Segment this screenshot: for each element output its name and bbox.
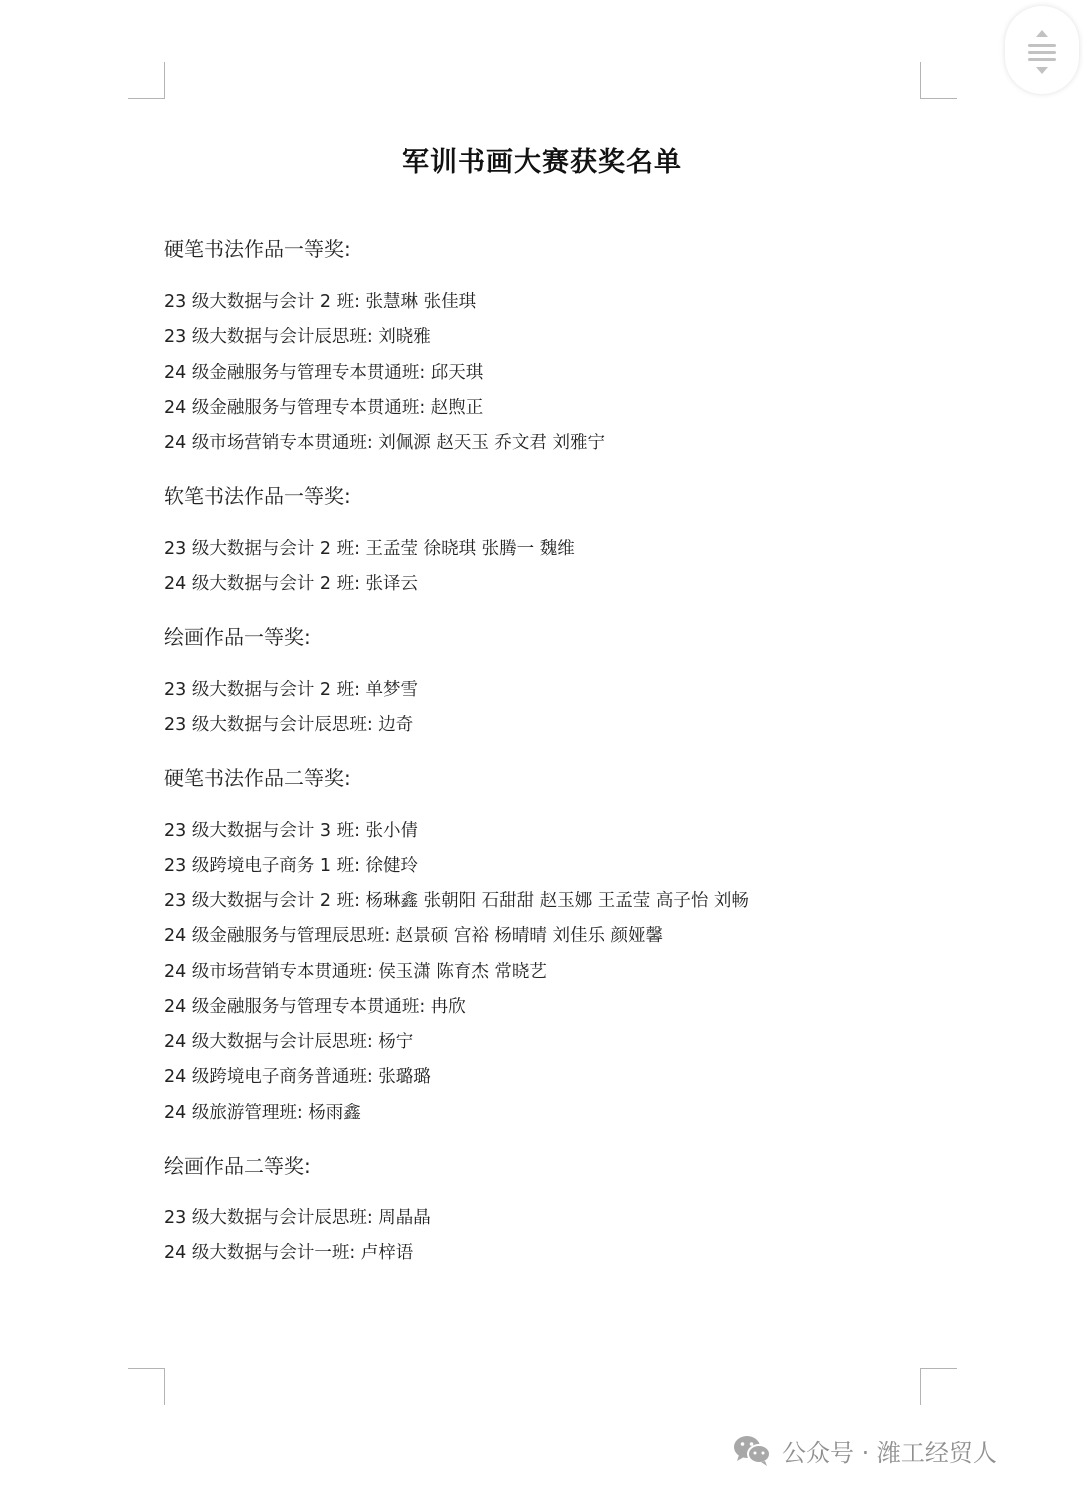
chevron-down-icon[interactable]	[1036, 67, 1048, 74]
page-corner-mark-top-left	[128, 62, 165, 99]
list-item: 23 级大数据与会计 3 班: 张小倩	[164, 821, 419, 841]
list-item: 24 级大数据与会计 2 班: 张译云	[164, 574, 419, 594]
page-corner-mark-bottom-right	[920, 1368, 957, 1405]
list-item: 23 级大数据与会计辰思班: 边奇	[164, 715, 414, 735]
list-item: 23 级大数据与会计辰思班: 刘晓雅	[164, 327, 431, 347]
page-corner-mark-bottom-left	[128, 1368, 165, 1405]
list-item: 24 级市场营销专本贯通班: 刘佩源 赵天玉 乔文君 刘雅宁	[164, 433, 605, 453]
list-item: 24 级市场营销专本贯通班: 侯玉潇 陈育杰 常晓艺	[164, 962, 547, 982]
scroll-control[interactable]	[1005, 6, 1079, 94]
list-item: 24 级金融服务与管理辰思班: 赵景硕 宫裕 杨晴晴 刘佳乐 颜娅馨	[164, 926, 664, 946]
watermark-text: 公众号 · 潍工经贸人	[782, 1438, 997, 1467]
list-item: 24 级金融服务与管理专本贯通班: 冉欣	[164, 997, 466, 1017]
section-heading: 软笔书法作品一等奖:	[164, 484, 351, 508]
document-title: 军训书画大赛获奖名单	[402, 147, 682, 178]
list-item: 24 级旅游管理班: 杨雨鑫	[164, 1103, 361, 1123]
wechat-icon	[732, 1433, 772, 1467]
section-heading: 硬笔书法作品二等奖:	[164, 766, 351, 790]
list-item: 23 级跨境电子商务 1 班: 徐健玲	[164, 856, 419, 876]
list-item: 23 级大数据与会计 2 班: 杨琳鑫 张朝阳 石甜甜 赵玉娜 王孟莹 高子怡 刘畅	[164, 891, 749, 911]
list-item: 23 级大数据与会计 2 班: 王孟莹 徐晓琪 张腾一 魏维	[164, 539, 575, 559]
list-item: 24 级金融服务与管理专本贯通班: 赵煦正	[164, 398, 484, 418]
chevron-up-icon[interactable]	[1036, 30, 1048, 37]
list-item: 24 级大数据与会计一班: 卢梓语	[164, 1243, 414, 1263]
list-item: 24 级大数据与会计辰思班: 杨宁	[164, 1032, 414, 1052]
list-item: 23 级大数据与会计 2 班: 张慧琳 张佳琪	[164, 292, 477, 312]
list-item: 24 级金融服务与管理专本贯通班: 邱天琪	[164, 363, 484, 383]
watermark	[732, 1430, 997, 1470]
drag-handle-icon[interactable]	[1028, 44, 1056, 61]
section-heading: 硬笔书法作品一等奖:	[164, 237, 351, 261]
section-heading: 绘画作品一等奖:	[164, 625, 311, 649]
list-item: 23 级大数据与会计 2 班: 单梦雪	[164, 680, 419, 700]
list-item: 23 级大数据与会计辰思班: 周晶晶	[164, 1208, 431, 1228]
section-heading: 绘画作品二等奖:	[164, 1154, 311, 1178]
page-corner-mark-top-right	[920, 62, 957, 99]
list-item: 24 级跨境电子商务普通班: 张璐璐	[164, 1067, 431, 1087]
